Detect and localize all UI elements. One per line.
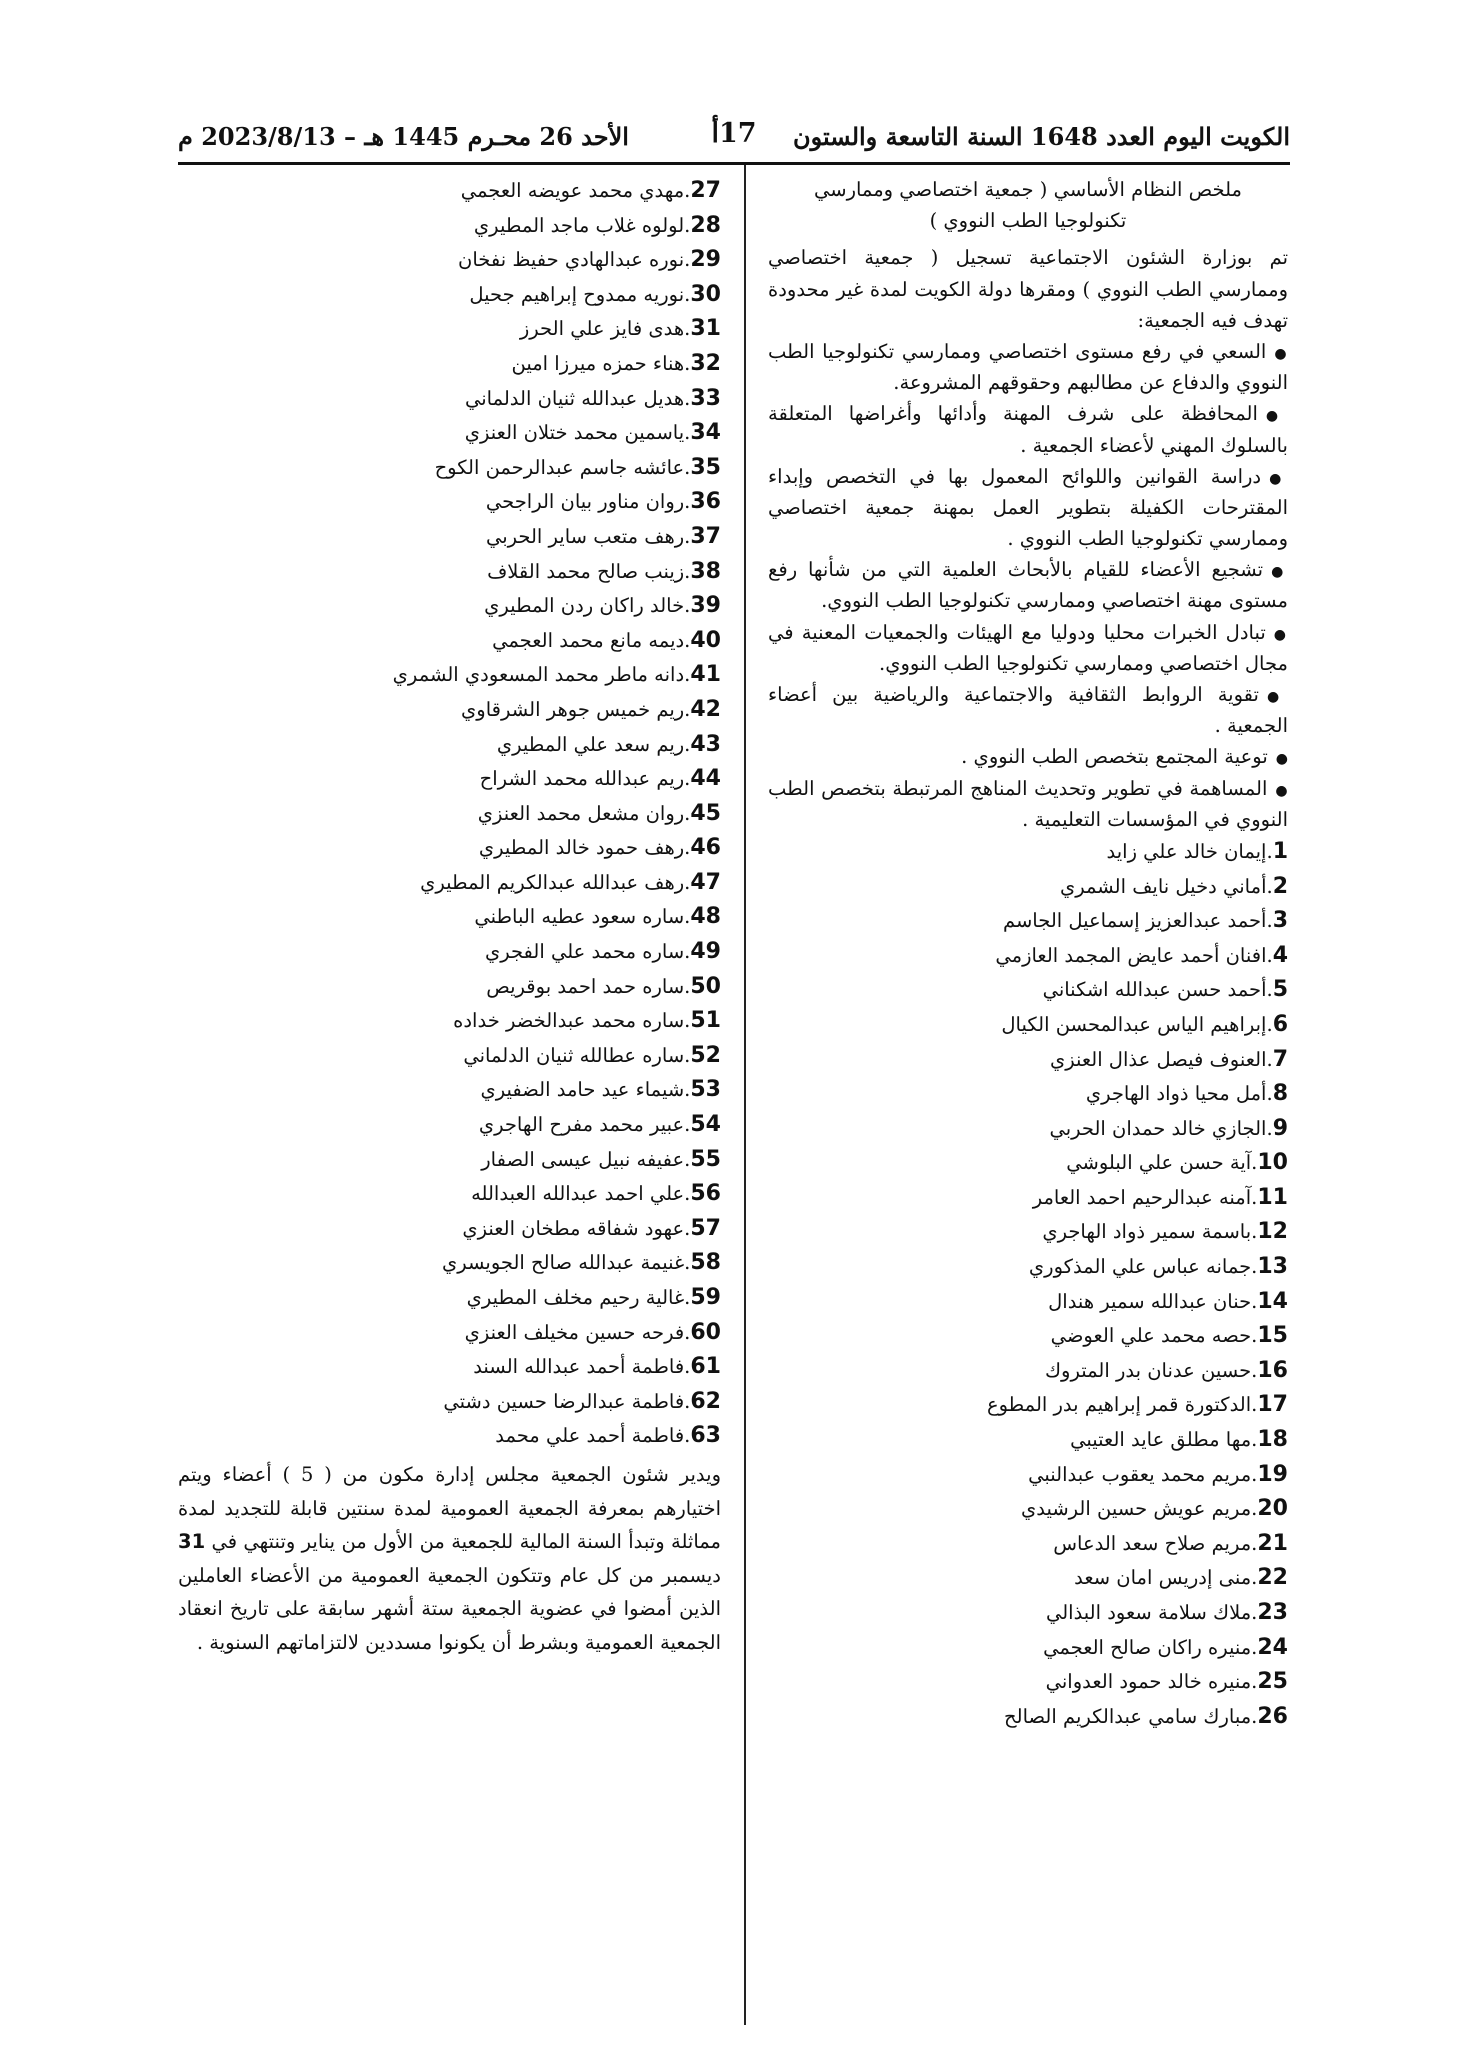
member-number: 37 [690,523,721,549]
member-number: 6 [1272,1011,1288,1037]
member-number: 26 [1257,1703,1288,1729]
member-fullname: .هناء حمزه ميرزا امين [511,351,691,375]
member-fullname: .أحمد عبدالعزيز إسماعيل الجاسم [1002,909,1273,933]
member-fullname: .مريم صلاح سعد الدعاس [1053,1531,1258,1555]
member-name [768,1146,1288,1181]
member-fullname: .منى إدريس امان سعد [1074,1566,1258,1590]
member-number: 9 [1272,1115,1288,1141]
member-name [178,970,721,1005]
member-fullname: .شيماء عيد حامد الضفيري [480,1078,691,1102]
left-column [178,174,721,1659]
member-fullname: .علي احمد عبدالله العبدالله [471,1182,691,1206]
member-name [178,1316,721,1351]
member-fullname: .لولوه غلاب ماجد المطيري [473,213,691,237]
member-fullname: .عائشه جاسم عبدالرحمن الكوح [434,455,691,479]
member-name [178,1073,721,1108]
member-name [178,1385,721,1420]
member-fullname: .عفيفه نبيل عيسى الصفار [481,1147,691,1171]
member-name [768,1285,1288,1320]
member-number: 41 [690,662,721,688]
member-fullname: .منيره خالد حمود العدواني [1045,1670,1258,1694]
member-number: 2 [1272,873,1288,899]
member-fullname: .مبارك سامي عبدالكريم الصالح [1004,1704,1258,1728]
member-name [768,1250,1288,1285]
member-name [178,935,721,970]
objective-item: ●دراسة القوانين واللوائح المعمول بها في التخصص وإبداء المقترحات الكفيلة بتطوير العمل بمهنة جمعية اختصاصي وممارسي تكنولوجيا الطب النووي . [768,464,1288,551]
member-number: 22 [1257,1565,1288,1591]
founders-list-part1 [768,835,1288,1734]
member-fullname: .إبراهيم الياس عبدالمحسن الكيال [1001,1012,1273,1036]
member-number: 55 [690,1146,721,1172]
member-name [178,762,721,797]
member-name [768,939,1288,974]
member-fullname: .افنان أحمد عايض المجمد العازمي [995,943,1273,967]
member-fullname: .ساره سعود عطيه الباطني [474,905,691,929]
member-fullname: .فاطمة أحمد علي محمد [495,1424,691,1448]
member-number: 23 [1257,1600,1288,1625]
member-number: 13 [1257,1254,1288,1280]
member-name [768,1388,1288,1423]
column-divider [744,165,746,2025]
member-name [178,451,721,486]
member-name [768,1215,1288,1250]
member-fullname: .ساره عطالله ثنيان الدلماني [463,1043,691,1067]
member-name [768,973,1288,1008]
member-name [178,174,721,209]
summary-intro: تم بوزارة الشئون الاجتماعية تسجيل ( جمعية اختصاصي وممارسي الطب النووي ) ومقرها دولة الكويت لمدة غير محدودة تهدف فيه الجمعية: [768,246,1288,332]
objective-item: ●تبادل الخبرات محليا ودوليا مع الهيئات والجمعيات المعنية في مجال اختصاصي وممارسي تكنولوجيا الطب النووي. [768,620,1288,675]
member-fullname: .نوريه ممدوح إبراهيم جحيل [469,282,691,306]
member-fullname: .ريم خميس جوهر الشرقاوي [461,697,691,721]
member-number: 44 [690,766,721,792]
founders-list-part2 [178,174,721,1454]
member-name [178,278,721,313]
objective-item: ●المساهمة في تطوير وتحديث المناهج المرتبطة بتخصص الطب النووي في المؤسسات التعليمية . [768,776,1288,831]
member-fullname: .أمل محيا ذواد الهاجري [1085,1082,1273,1106]
member-number: 18 [1257,1427,1288,1453]
member-name [178,382,721,417]
member-name [768,1527,1288,1562]
member-number: 54 [690,1112,721,1138]
member-name [768,1596,1288,1631]
member-number: 21 [1257,1530,1288,1556]
member-number: 47 [690,869,721,895]
member-number: 4 [1272,942,1288,968]
member-name [768,1458,1288,1493]
member-number: 59 [690,1285,721,1310]
member-name [178,209,721,244]
member-fullname: .فاطمة عبدالرضا حسين دشتي [443,1389,691,1413]
member-fullname: .جمانه عباس علي المذكوري [1028,1255,1258,1279]
member-fullname: .فرحه حسين مخيلف العنزي [464,1320,691,1344]
member-name [178,520,721,555]
member-number: 45 [690,800,721,826]
member-fullname: .زينب صالح محمد القلاف [487,559,691,583]
member-fullname: .مريم عويش حسين الرشيدي [1020,1497,1258,1521]
member-name [178,1350,721,1385]
member-fullname: .ديمه مانع محمد العجمي [492,628,691,652]
member-fullname: .إيمان خالد علي زايد [1106,839,1273,863]
member-number: 12 [1257,1219,1288,1245]
member-number: 61 [690,1354,721,1380]
member-fullname: .رهف عبدالله عبدالكريم المطيري [420,870,691,894]
member-name [178,1419,721,1454]
member-fullname: .عهود شفاقه مطخان العنزي [462,1216,691,1240]
member-number: 36 [690,489,721,515]
member-number: 39 [690,593,721,619]
member-number: 53 [690,1077,721,1103]
member-fullname: .آية حسن علي البلوشي [1066,1151,1258,1175]
objectives-list [768,336,1288,835]
member-fullname: .منيره راكان صالح العجمي [1043,1635,1258,1659]
member-number: 16 [1257,1357,1288,1383]
member-name [178,1281,721,1316]
member-name [768,1008,1288,1043]
member-number: 10 [1257,1150,1288,1176]
member-fullname: .ريم سعد علي المطيري [496,732,691,756]
member-name [178,1143,721,1178]
member-fullname: .باسمة سمير ذواد الهاجري [1042,1220,1258,1244]
member-name [178,485,721,520]
member-number: 3 [1272,908,1288,934]
member-number: 49 [690,939,721,965]
member-fullname: .مها مطلق عايد العتيبي [1070,1428,1258,1452]
member-name [178,589,721,624]
member-fullname: .غالية رحيم مخلف المطيري [466,1286,691,1309]
member-name [178,831,721,866]
objective-item: ●تقوية الروابط الثقافية والاجتماعية والرياضية بين أعضاء الجمعية . [768,683,1289,738]
member-name [178,658,721,693]
member-name [178,555,721,590]
member-fullname: .نوره عبدالهادي حفيظ نفخان [458,248,691,272]
member-number: 28 [690,212,721,238]
member-number: 35 [690,454,721,480]
member-number: 42 [690,696,721,722]
member-fullname: .آمنه عبدالرحيم احمد العامر [1032,1185,1258,1209]
member-fullname: .ريم عبدالله محمد الشراح [479,767,691,791]
member-number: 25 [1257,1669,1288,1695]
member-fullname: .هدى فايز علي الحرز [519,317,691,341]
member-number: 5 [1272,977,1288,1003]
objective-item: ●السعي في رفع مستوى اختصاصي وممارسي تكنولوجيا الطب النووي والدفاع عن مطالبهم وحقوقهم المشروعة. [768,339,1289,395]
member-name [178,1212,721,1247]
member-number: 8 [1272,1081,1288,1107]
page-header [178,118,1290,162]
objective-item: ●توعية المجتمع بتخصص الطب النووي . [961,745,1288,769]
member-name [178,900,721,935]
member-number: 46 [690,835,721,861]
member-number: 27 [690,178,721,203]
member-number: 56 [690,1181,721,1207]
member-name [768,1181,1288,1216]
member-number: 1 [1272,838,1288,864]
header-rule [178,162,1290,165]
member-number: 57 [690,1215,721,1241]
member-name [768,1423,1288,1458]
member-fullname: .ساره محمد عبدالخضر خداده [453,1009,691,1033]
member-name [178,624,721,659]
member-number: 58 [690,1250,721,1276]
member-number: 43 [690,731,721,757]
member-name [768,870,1288,905]
objective-item: ●تشجيع الأعضاء للقيام بالأبحاث العلمية التي من شأنها رفع مستوى مهنة اختصاصي وممارسي تكنولوجيا الطب النووي. [768,558,1289,613]
member-number: 51 [690,1008,721,1034]
member-name [178,1246,721,1281]
member-name [768,1043,1288,1078]
member-fullname: .عبير محمد مفرح الهاجري [478,1113,691,1137]
member-fullname: .مريم محمد يعقوب عبدالنبي [1028,1462,1258,1486]
right-column [768,174,1288,1734]
member-number: 15 [1257,1323,1288,1349]
member-name [768,904,1288,939]
member-number: 32 [690,350,721,376]
member-name [178,1039,721,1074]
member-name [178,1108,721,1143]
member-name [178,243,721,278]
member-number: 48 [690,904,721,930]
member-name [178,693,721,728]
member-number: 34 [690,420,721,446]
member-number: 14 [1257,1288,1288,1314]
summary-title: ملخص النظام الأساسي ( جمعية اختصاصي وممارسي تكنولوجيا الطب النووي ) [813,178,1243,233]
member-number: 29 [690,247,721,273]
member-name [768,1492,1288,1527]
member-name [768,1319,1288,1354]
member-fullname: .غنيمة عبدالله صالح الجويسري [441,1251,691,1275]
member-name [178,416,721,451]
member-name [178,797,721,832]
member-number: 11 [1257,1184,1288,1210]
member-number: 52 [690,1042,721,1068]
header-date: الأحد 26 محـرم 1445 هـ – 2023/8/13 م [178,122,629,151]
member-fullname: .أماني دخيل نايف الشمري [1059,874,1273,898]
member-number: 62 [690,1388,721,1414]
member-number: 19 [1257,1461,1288,1487]
member-fullname: .ملاك سلامة سعود البذالي [1045,1601,1258,1624]
member-name [178,866,721,901]
member-name [768,835,1288,870]
member-name [768,1112,1288,1147]
member-fullname: .ياسمين محمد ختلان العنزي [464,421,691,445]
member-fullname: .أحمد حسن عبدالله اشكناني [1042,978,1273,1002]
member-name [768,1354,1288,1389]
member-fullname: .ساره محمد علي الفجري [484,940,691,964]
objective-item: ●المحافظة على شرف المهنة وأدائها وأغراضها المتعلقة بالسلوك المهني لأعضاء الجمعية . [768,402,1288,457]
member-number: 60 [690,1319,721,1345]
member-fullname: .خالد راكان ردن المطيري [484,594,691,618]
member-name [768,1665,1288,1700]
header-gazette-info: الكويت اليوم العدد 1648 السنة التاسعة والستون [793,122,1290,151]
member-name [178,1177,721,1212]
member-number: 20 [1257,1496,1288,1522]
member-number: 40 [690,627,721,653]
member-name [178,1004,721,1039]
member-fullname: .الجازي خالد حمدان الحربي [1049,1116,1273,1140]
member-fullname: .رهف متعب ساير الحربي [485,524,691,548]
member-fullname: .رهف حمود خالد المطيري [478,836,691,860]
member-fullname: .حسين عدنان بدر المتروك [1044,1358,1258,1382]
member-number: 7 [1272,1046,1288,1072]
member-number: 38 [690,558,721,584]
member-fullname: .مهدي محمد عويضه العجمي [460,179,691,202]
member-name [768,1700,1288,1735]
member-name [768,1077,1288,1112]
member-name [178,347,721,382]
member-fullname: .العنوف فيصل عذال العنزي [1049,1047,1273,1071]
member-number: 50 [690,973,721,999]
member-name [768,1561,1288,1596]
member-fullname: .حصه محمد علي العوضي [1050,1324,1258,1348]
closing-paragraph: ويدير شئون الجمعية مجلس إدارة مكون من ( 5 ) أعضاء ويتم اختيارهم بمعرفة الجمعية العمومية لمدة سنتين قابلة للتجديد لمدة مماثلة وتبدأ السنة المالية للجمعية من الأول من يناير وتنتهي في 31 ديسمبر من كل عام وتتكون الجمعية العمومية من الأعضاء العاملين الذين أمضوا في عضوية الجمعية ستة أشهر سابقة على تاريخ انعقاد الجمعية العمومية وبشرط أن يكونوا مسددين لالتزاماتهم السنوية . [178,1462,721,1654]
member-fullname: .حنان عبدالله سمير هندال [1048,1289,1258,1313]
member-fullname: .الدكتورة قمر إبراهيم بدر المطوع [986,1393,1258,1417]
member-name [178,312,721,347]
member-number: 17 [1257,1392,1288,1418]
member-fullname: .روان مشعل محمد العنزي [477,801,691,825]
member-number: 31 [690,316,721,342]
member-fullname: .هديل عبدالله ثنيان الدلماني [464,386,691,410]
member-number: 30 [690,281,721,307]
member-name [768,1631,1288,1666]
page-number: 17أ [711,118,757,149]
member-number: 33 [690,385,721,411]
member-number: 24 [1257,1634,1288,1660]
member-name [178,728,721,763]
member-fullname: .فاطمة أحمد عبدالله السند [473,1355,691,1379]
member-fullname: .دانه ماطر محمد المسعودي الشمري [392,663,691,687]
member-number: 63 [690,1423,721,1449]
member-fullname: .روان مناور بيان الراجحي [485,490,691,514]
member-fullname: .ساره حمد احمد بوقريص [486,974,691,998]
